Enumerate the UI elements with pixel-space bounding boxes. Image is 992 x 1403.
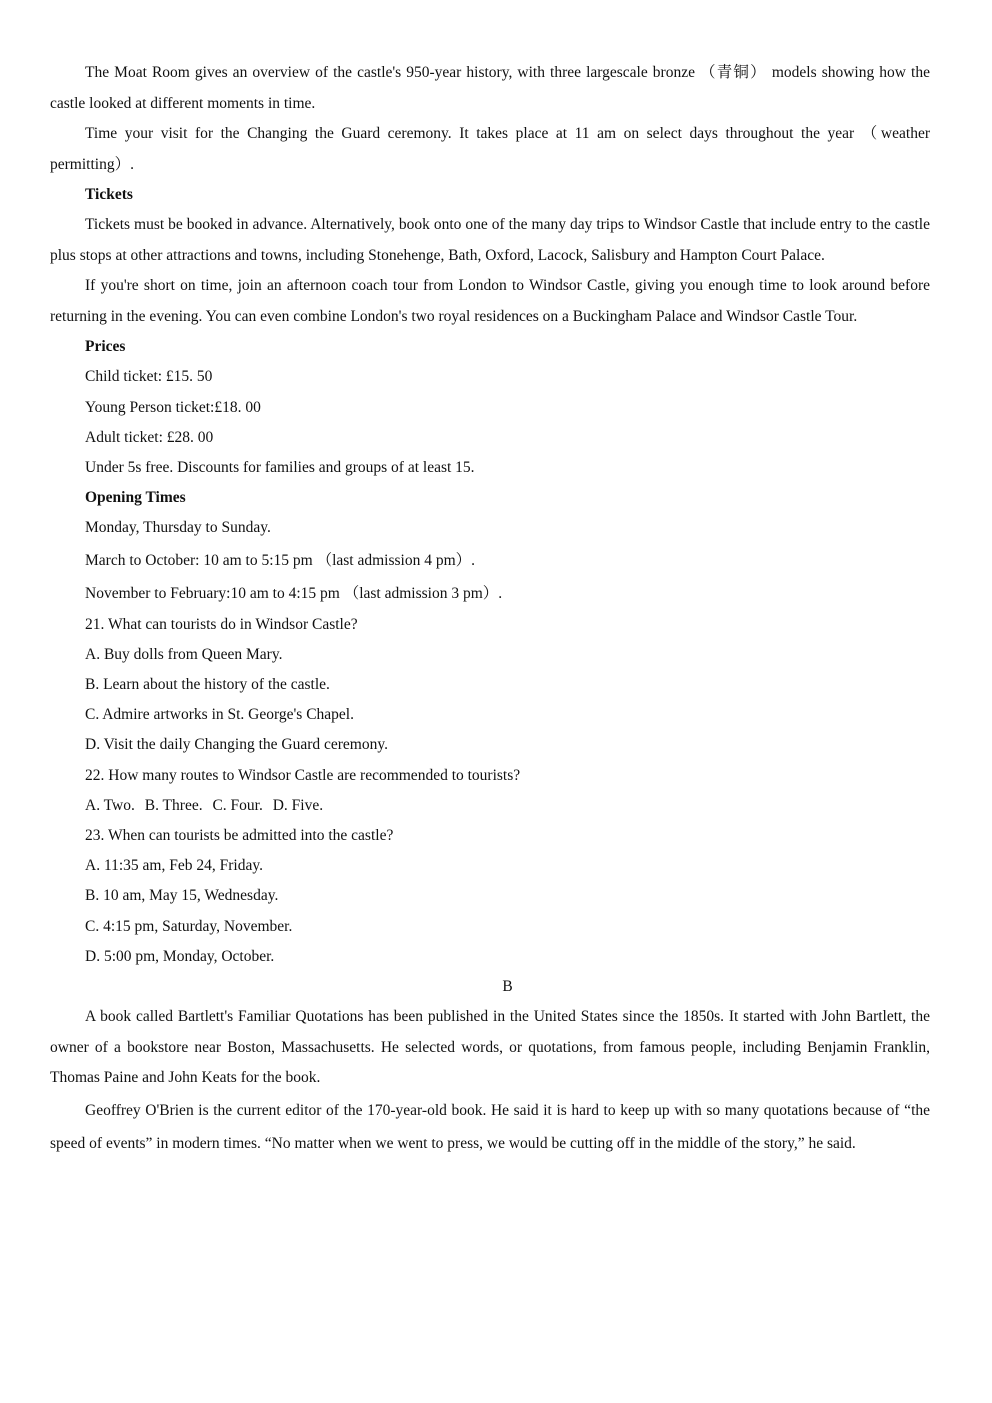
tickets-heading: Tickets xyxy=(85,186,133,203)
opening-summer: March to October: 10 am to 5:15 pm （last admission 4 pm）. xyxy=(85,551,476,569)
coach-tour-paragraph: If you're short on time, join an afternoon coach tour from London to Windsor Castle, giving you enough time to look around before returning in the evening. You can even combine London's two royal residences on a Buckingham Palace and Windsor Castle Tour. xyxy=(50,277,930,325)
question-22-option-b: B. Three. xyxy=(144,796,203,814)
document-page xyxy=(50,58,930,1160)
question-21-option-d: D. Visit the daily Changing the Guard ceremony. xyxy=(85,736,388,754)
question-21-option-b: B. Learn about the history of the castle. xyxy=(85,676,330,694)
guard-ceremony-paragraph: Time your visit for the Changing the Guard ceremony. It takes place at 11 am on select days throughout the year （weather permitting）. xyxy=(50,125,930,173)
passage-b-paragraph-2: Geoffrey O'Brien is the current editor of the 170-year-old book. He said it is hard to keep up with so many quotations because of “the speed of events” in modern times. “No matter when we went to press, we would be cutting off in the middle of the story,” he said. xyxy=(50,1101,930,1152)
question-21-option-a: A. Buy dolls from Queen Mary. xyxy=(85,645,283,663)
question-22-option-d: D. Five. xyxy=(272,796,324,814)
question-23-option-c: C. 4:15 pm, Saturday, November. xyxy=(85,917,293,935)
question-22: 22. How many routes to Windsor Castle are recommended to tourists? xyxy=(85,766,521,784)
question-22-option-a: A. Two. xyxy=(85,796,135,814)
price-young-person: Young Person ticket:£18. 00 xyxy=(85,398,261,416)
passage-b-label: B xyxy=(502,978,513,996)
question-21-option-c: C. Admire artworks in St. George's Chapel. xyxy=(85,706,354,724)
question-23-option-b: B. 10 am, May 15, Wednesday. xyxy=(85,887,279,905)
passage-b-paragraph-1: A book called Bartlett's Familiar Quotations has been published in the United States since the 1850s. It started with John Bartlett, the owner of a bookstore near Boston, Massachusetts. He selected words, or quotations, from famous people, including Benjamin Franklin, Thomas Paine and John Keats for the book. xyxy=(50,1008,930,1087)
question-23-option-a: A. 11:35 am, Feb 24, Friday. xyxy=(85,857,263,875)
question-22-option-c: C. Four. xyxy=(212,796,263,814)
tickets-paragraph: Tickets must be booked in advance. Alternatively, book onto one of the many day trips to Windsor Castle that include entry to the castle plus stops at other attractions and towns, including Stonehenge, Bath, Oxford, Lacock, Salisbury and Hampton Court Palace. xyxy=(50,216,930,264)
opening-days: Monday, Thursday to Sunday. xyxy=(85,519,271,537)
opening-times-heading: Opening Times xyxy=(85,489,186,507)
price-child: Child ticket: £15. 50 xyxy=(85,368,213,386)
question-22-options xyxy=(50,791,930,821)
price-discounts: Under 5s free. Discounts for families and groups of at least 15. xyxy=(85,459,475,477)
question-23-option-d: D. 5:00 pm, Monday, October. xyxy=(85,947,275,965)
prices-heading: Prices xyxy=(85,338,126,356)
question-21: 21. What can tourists do in Windsor Castle? xyxy=(85,615,358,633)
moat-room-paragraph: The Moat Room gives an overview of the castle's 950-year history, with three largescale bronze （青铜） models showing how the castle looked at different moments in time. xyxy=(50,64,930,112)
price-adult: Adult ticket: £28. 00 xyxy=(85,428,214,446)
opening-winter: November to February:10 am to 4:15 pm （last admission 3 pm）. xyxy=(85,584,503,602)
question-23: 23. When can tourists be admitted into the castle? xyxy=(85,827,394,845)
